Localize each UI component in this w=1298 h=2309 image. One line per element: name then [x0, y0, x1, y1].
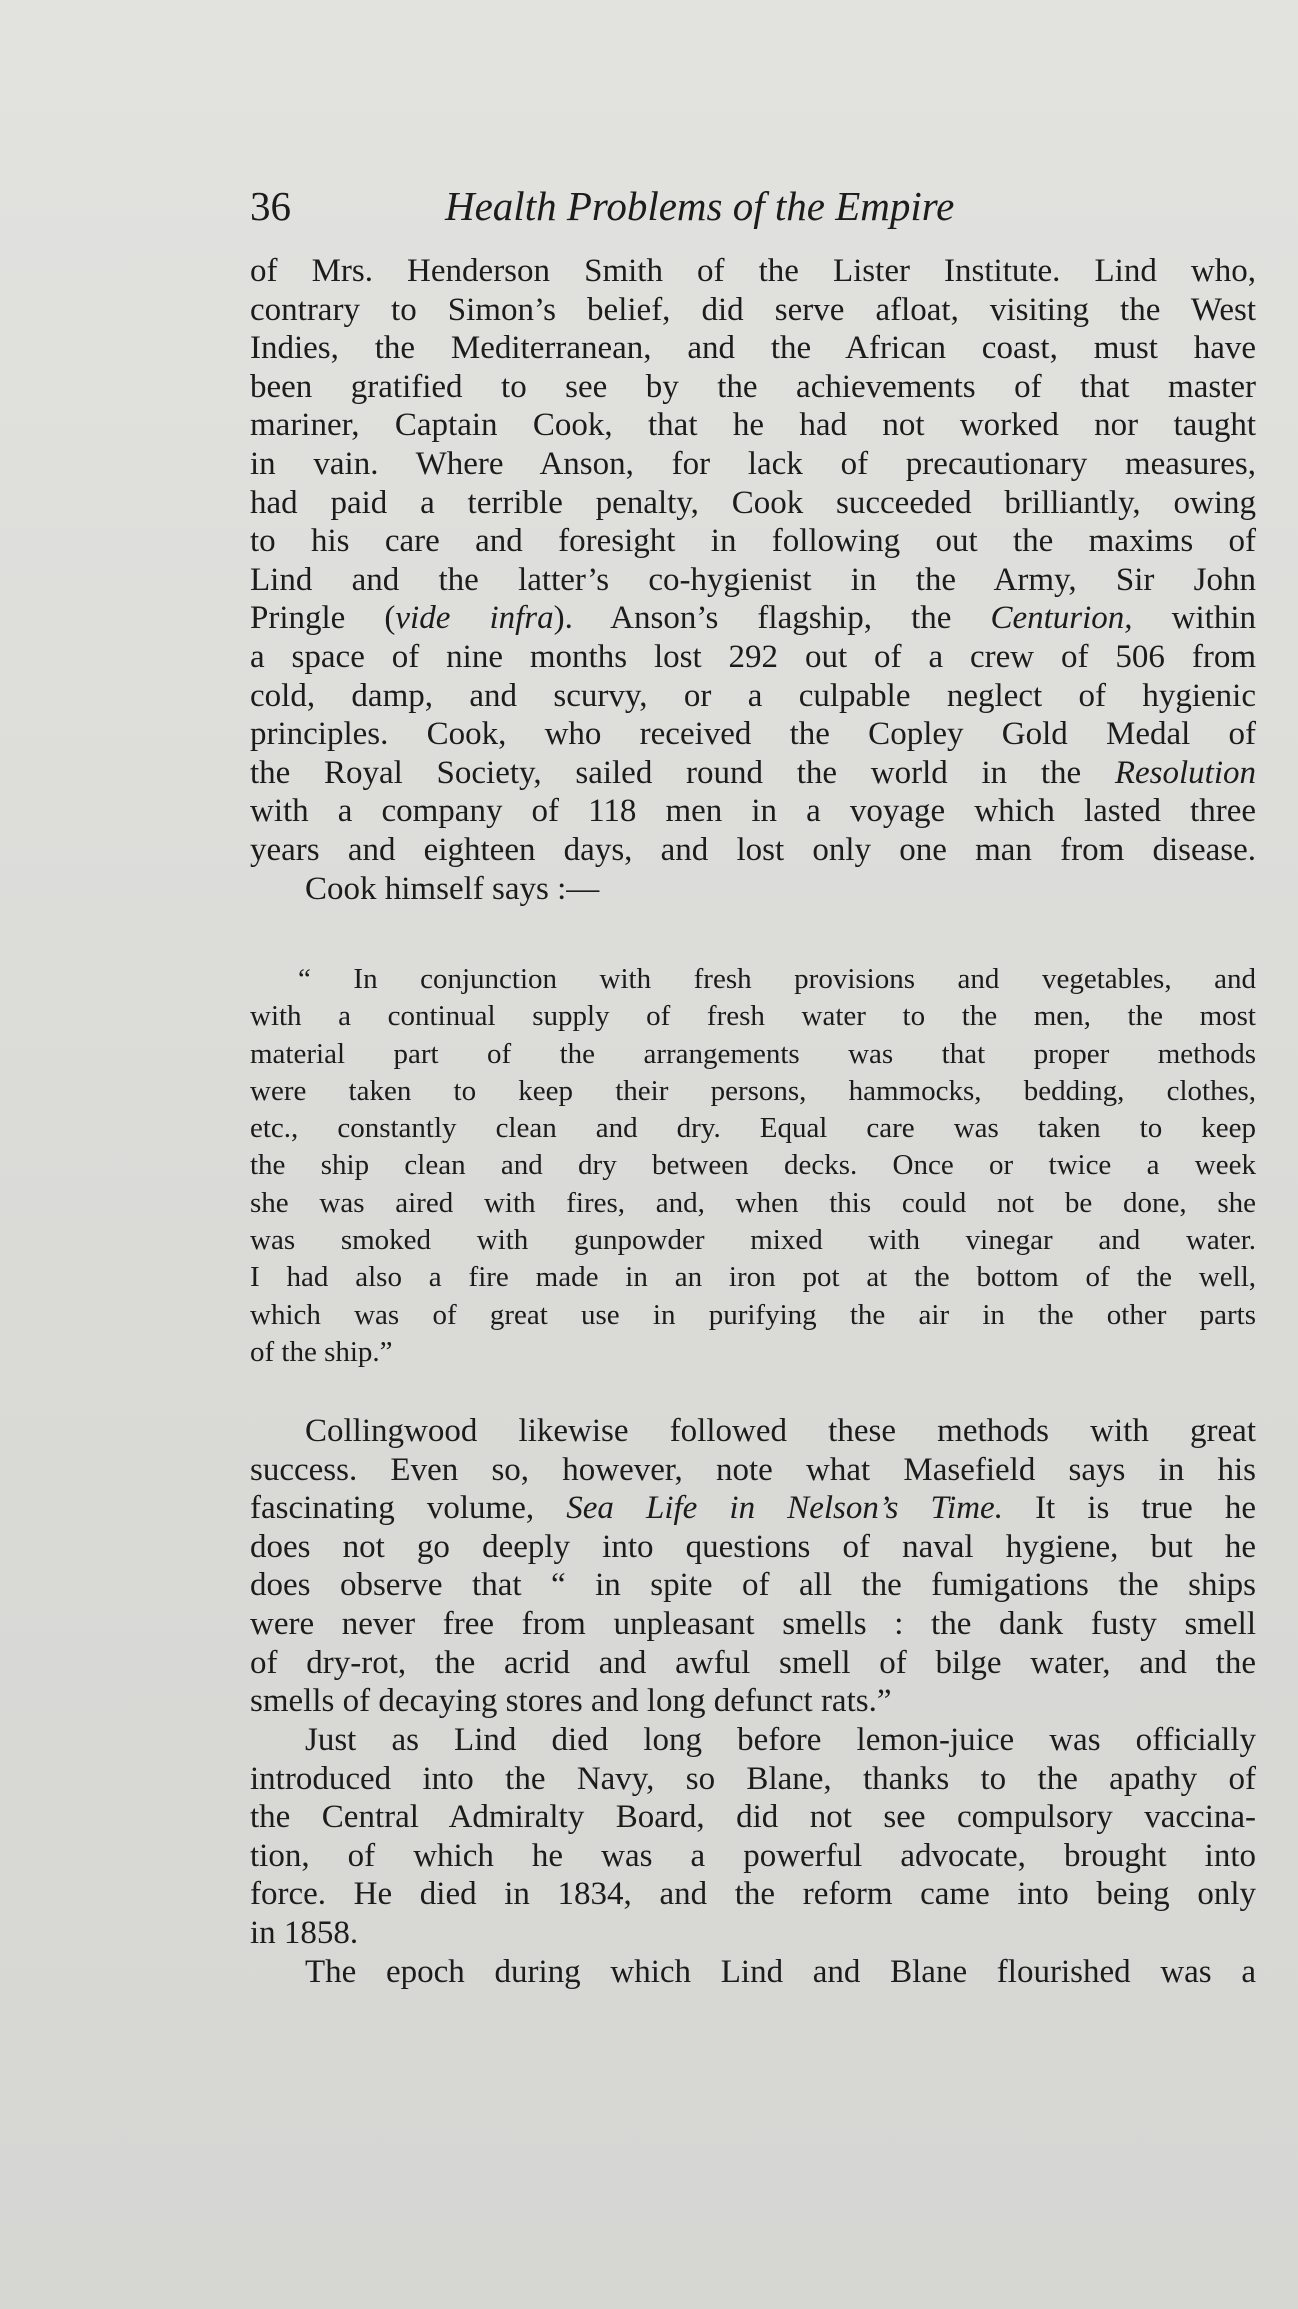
paragraph-lind-blane	[250, 1721, 1256, 1953]
page-header	[250, 176, 1070, 236]
text-line: in 1858.	[250, 1914, 359, 1951]
text-line: does not go deeply into questions of naval hygiene, but he	[250, 1528, 1256, 1565]
text-line: mariner, Captain Cook, that he had not worked nor taught	[250, 407, 1256, 444]
quote-line: the ship clean and dry between decks. Once or twice a week	[250, 1149, 1256, 1182]
text-line: of Mrs. Henderson Smith of the Lister Institute. Lind who,	[250, 253, 1256, 289]
text-line: Collingwood likewise followed these methods with great	[305, 1413, 1256, 1449]
italic-phrase: vide infra	[395, 600, 554, 637]
quote-line: were taken to keep their persons, hammocks, bedding, clothes,	[250, 1074, 1256, 1107]
paragraph-collingwood	[250, 1412, 1256, 1721]
page-number: 36	[250, 183, 291, 229]
quote-line: of the ship.”	[250, 1335, 393, 1368]
text-line: Lind and the latter’s co-hygienist in the Army, Sir John	[250, 561, 1256, 598]
paragraph-continuation	[250, 252, 1256, 908]
quote-line: with a continual supply of fresh water to the men, the most	[250, 1000, 1256, 1033]
text-line: had paid a terrible penalty, Cook succeeded brilliantly, owing	[250, 484, 1256, 521]
text-line: introduced into the Navy, so Blane, thanks to the apathy of	[250, 1760, 1256, 1797]
ship-name-resolution: Resolution	[1114, 754, 1256, 791]
block-quote	[250, 961, 1256, 1371]
text-line: in vain. Where Anson, for lack of precautionary measures,	[250, 445, 1256, 482]
text-line: of dry-rot, the acrid and awful smell of bilge water, and the	[250, 1644, 1256, 1681]
text-line: with a company of 118 men in a voyage which lasted three	[250, 793, 1256, 830]
text-line: the Central Admiralty Board, did not see compulsory vaccina-	[250, 1799, 1256, 1836]
text-line: Indies, the Mediterranean, and the African coast, must have	[250, 330, 1256, 367]
quote-line: “ In conjunction with fresh provisions and vegetables, and	[298, 963, 1256, 995]
quote-line: I had also a fire made in an iron pot at the bottom of the well,	[250, 1261, 1256, 1294]
running-title: Health Problems of the Empire	[445, 183, 955, 229]
text-line: the Royal Society, sailed round the world in the Resolution	[250, 754, 1256, 791]
quote-intro: Cook himself says :—	[305, 870, 600, 907]
text-line: force. He died in 1834, and the reform came into being only	[250, 1876, 1256, 1913]
text-line: years and eighteen days, and lost only one man from disease.	[250, 831, 1256, 868]
ship-name-centurion: Centurion,	[990, 600, 1133, 637]
text-line: to his care and foresight in following out the maxims of	[250, 523, 1256, 560]
quote-line: material part of the arrangements was that proper methods	[250, 1037, 1256, 1070]
quote-line: etc., constantly clean and dry. Equal care was taken to keep	[250, 1112, 1256, 1145]
text-line: a space of nine months lost 292 out of a crew of 506 from	[250, 638, 1256, 675]
text-line: principles. Cook, who received the Copley Gold Medal of	[250, 716, 1256, 753]
text-line: were never free from unpleasant smells : the dank fusty smell	[250, 1605, 1256, 1642]
quote-line: was smoked with gunpowder mixed with vinegar and water.	[250, 1224, 1256, 1257]
text-line: Pringle (vide infra). Anson’s flagship, the Centurion, within	[250, 600, 1256, 637]
text-line: contrary to Simon’s belief, did serve afloat, visiting the West	[250, 291, 1256, 328]
paragraph-epoch	[250, 1953, 1256, 1992]
text-line: been gratified to see by the achievements of that master	[250, 368, 1256, 405]
text-line: does observe that “ in spite of all the fumigations the ships	[250, 1567, 1256, 1604]
text-line: smells of decaying stores and long defunct rats.”	[250, 1683, 892, 1720]
text-line: cold, damp, and scurvy, or a culpable neglect of hygienic	[250, 677, 1256, 714]
quote-line: she was aired with fires, and, when this could not be done, she	[250, 1186, 1256, 1219]
book-title: Sea Life in Nelson’s Time.	[566, 1490, 1003, 1527]
quote-line: which was of great use in purifying the air in the other parts	[250, 1298, 1256, 1331]
text-line: fascinating volume, Sea Life in Nelson’s Time. It is true he	[250, 1490, 1257, 1527]
text-line: success. Even so, however, note what Masefield says in his	[250, 1451, 1256, 1488]
text-line: Just as Lind died long before lemon-juice was officially	[305, 1722, 1256, 1758]
text-line: tion, of which he was a powerful advocate, brought into	[250, 1837, 1256, 1874]
text-line: The epoch during which Lind and Blane flourished was a	[305, 1954, 1256, 1990]
